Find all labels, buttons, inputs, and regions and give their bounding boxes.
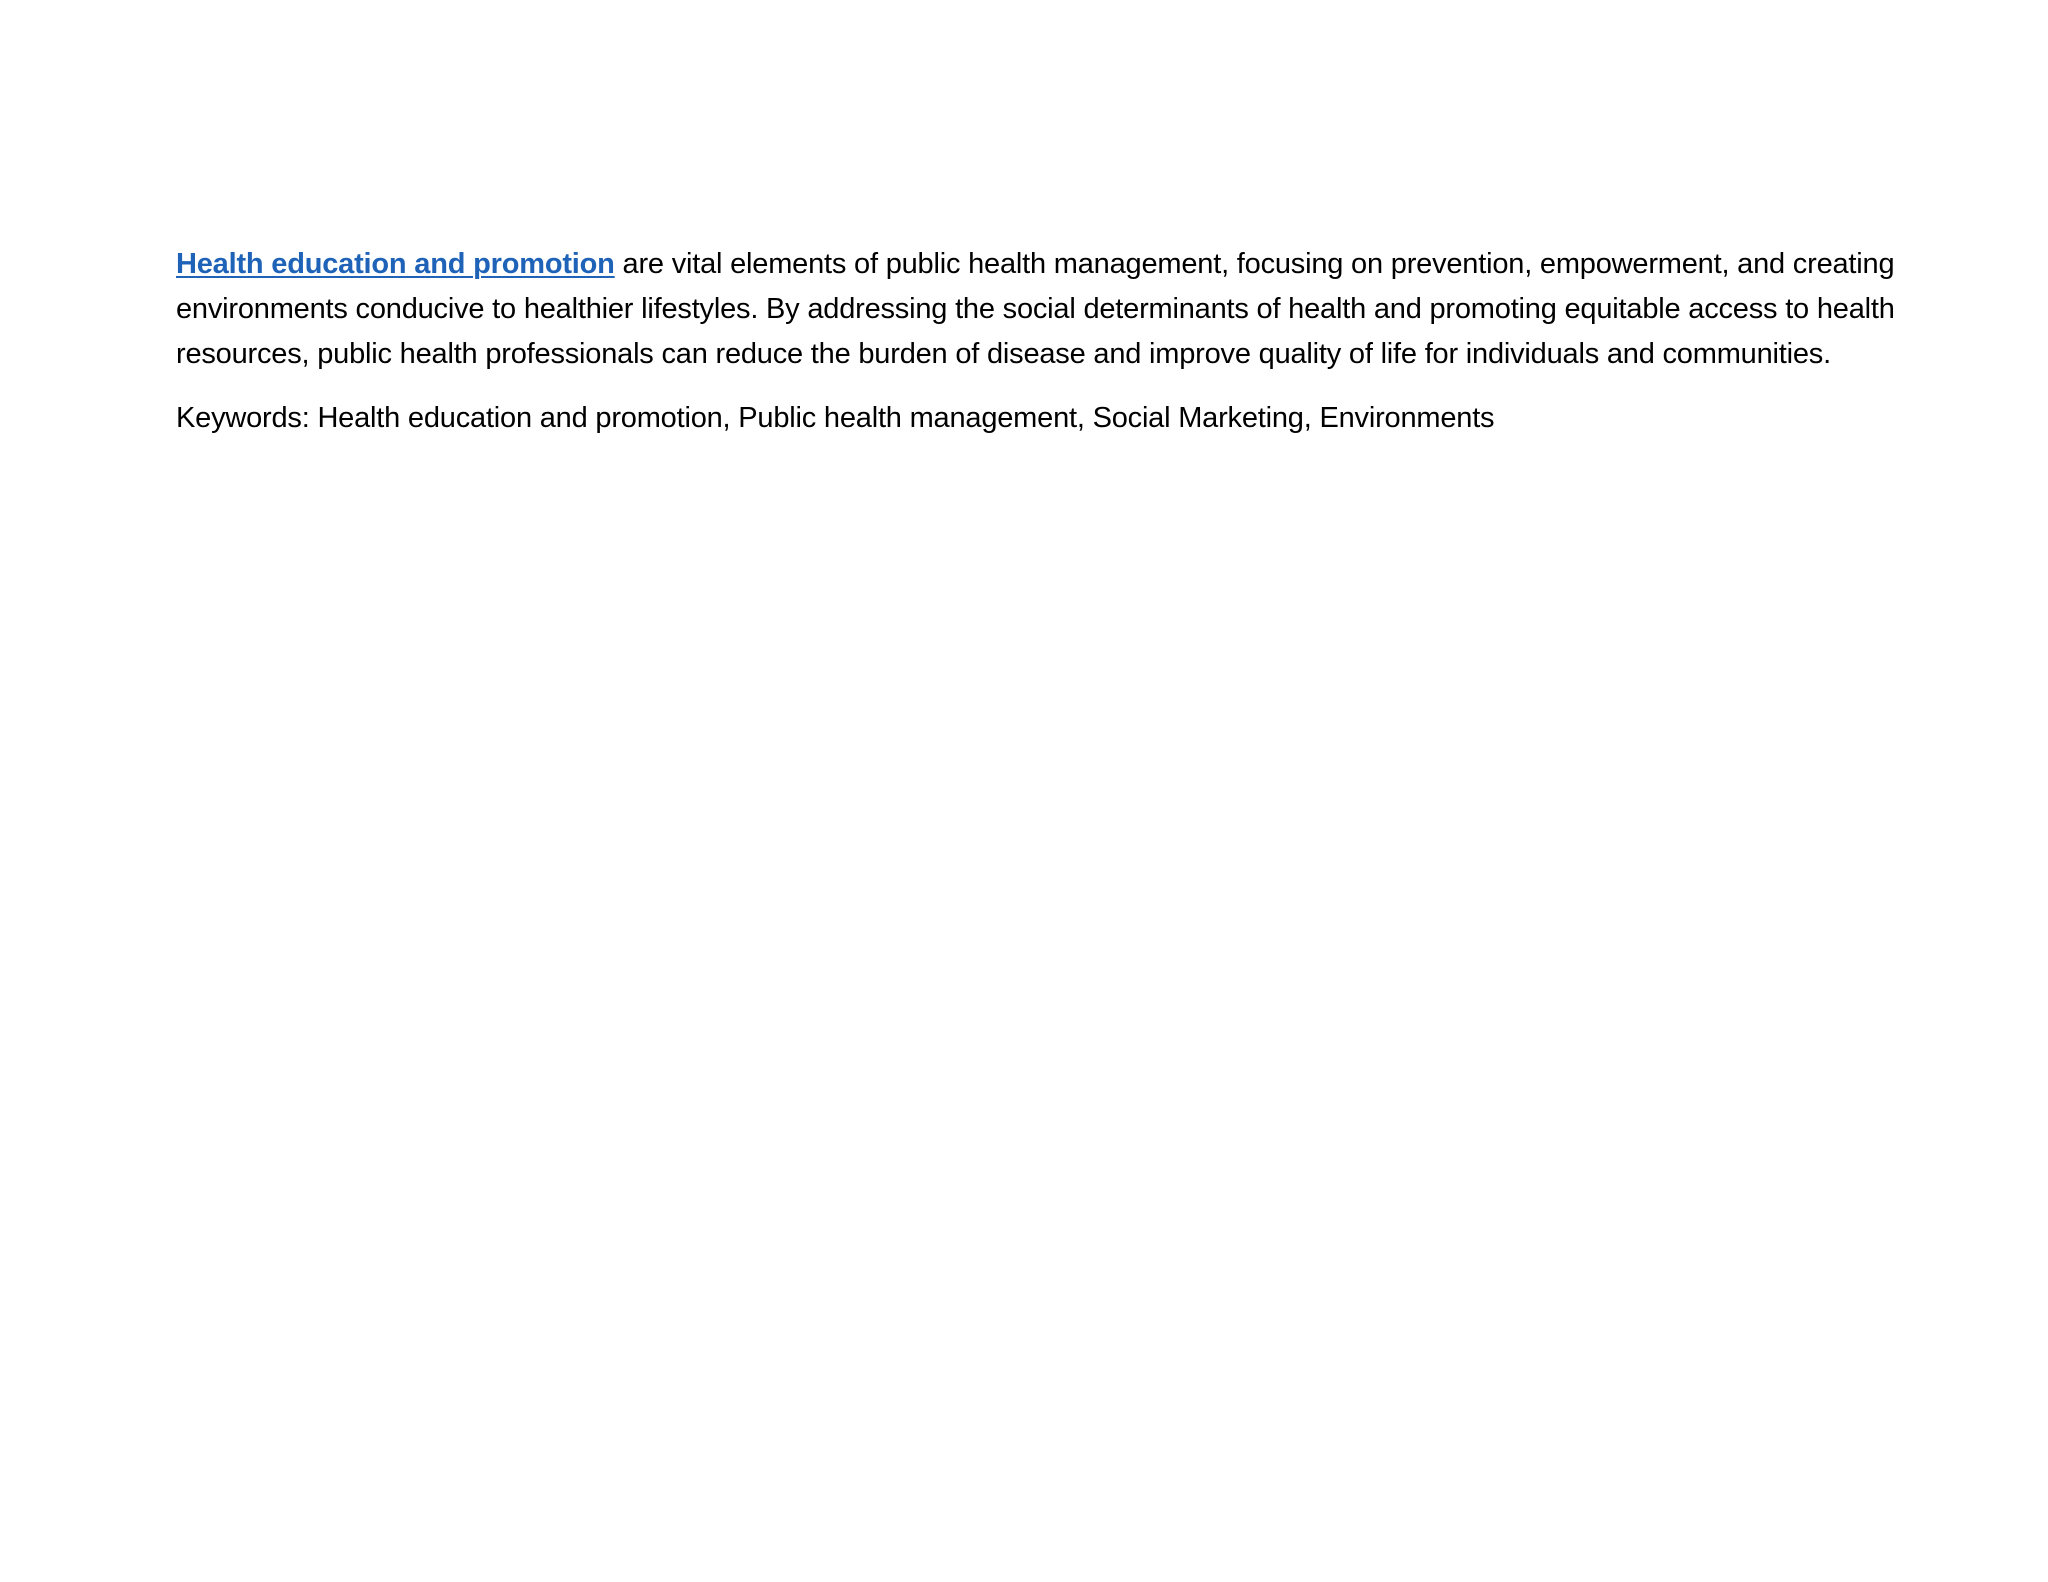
document-content: [176, 242, 1896, 441]
keywords-line: Keywords: Health education and promotion, Public health management, Social Marketing, Environments: [176, 402, 1495, 434]
health-education-link[interactable]: Health education and promotion: [176, 248, 615, 280]
abstract-body-text: are vital elements of public health management, focusing on prevention, empowerment, and creating environments conducive to healthier lifestyles. By addressing the social determinants of health and promoting equitable access to health resources, public health professionals can reduce the burden of disease and improve quality of life for individuals and communities.: [176, 248, 1895, 370]
abstract-paragraph: [176, 242, 1896, 377]
